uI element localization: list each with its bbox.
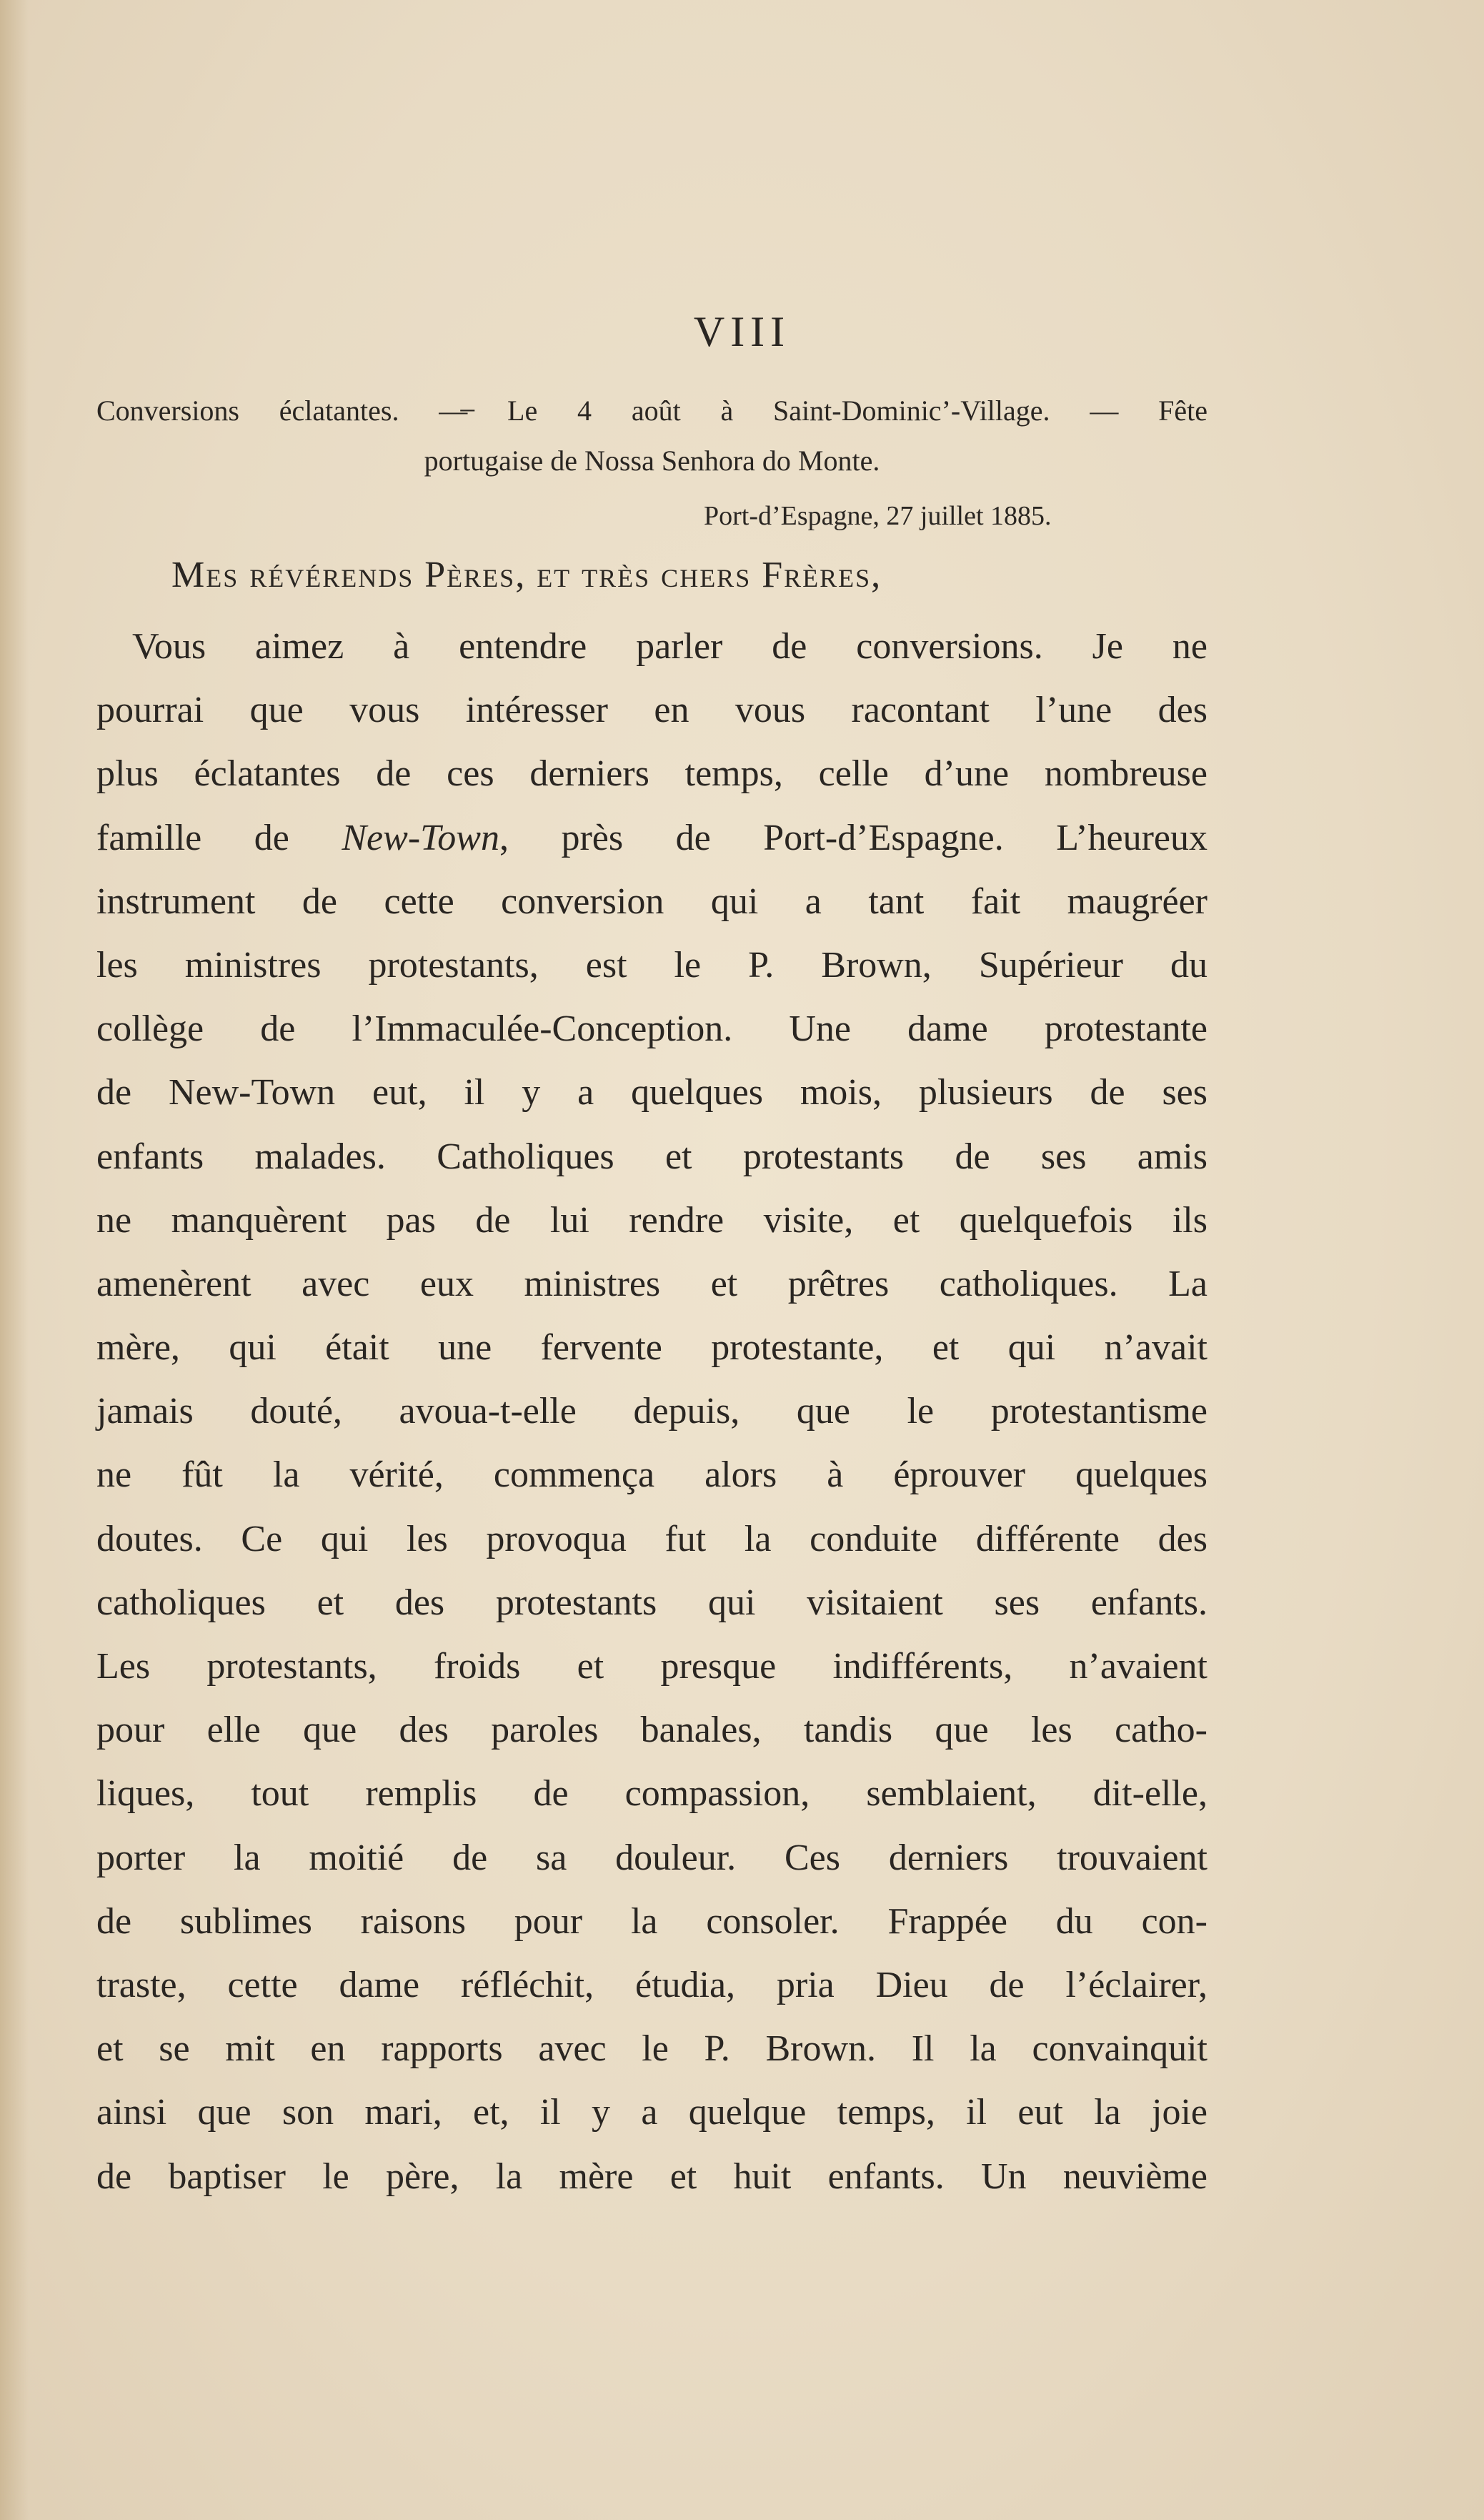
text-line: et se mit en rapports avec le P. Brown. Il la convainquit — [96, 2028, 1207, 2070]
chapter-summary — [96, 386, 1207, 486]
text-line: pourrai que vous intéresser en vous racontant l’une des — [96, 690, 1207, 731]
text-line: de sublimes raisons pour la consoler. Frappée du con- — [96, 1900, 1207, 1942]
text-line: enfants malades. Catholiques et protestants de ses amis — [96, 1136, 1207, 1177]
text-line: pour elle que des paroles banales, tandis que les catho- — [96, 1710, 1207, 1751]
chapter-number: VIII — [693, 308, 791, 355]
text-line: doutes. Ce qui les provoqua fut la conduite différente des — [96, 1518, 1207, 1559]
text-line: plus éclatantes de ces derniers temps, celle d’une nombreuse — [96, 753, 1207, 795]
text-line: instrument de cette conversion qui a tant fait maugréer — [96, 880, 1207, 922]
gutter-shadow — [0, 0, 29, 2520]
text-line: amenèrent avec eux ministres et prêtres catholiques. La — [96, 1263, 1207, 1304]
text-line: les ministres protestants, est le P. Brown, Supérieur du — [96, 944, 1207, 986]
body-text — [96, 615, 1207, 2208]
text-line: jamais douté, avoua-t-elle depuis, que le protestantisme — [96, 1391, 1207, 1432]
text-line: Les protestants, froids et presque indifférents, n’avaient — [96, 1646, 1207, 1687]
dateline: Port-d’Espagne, 27 juillet 1885. — [704, 501, 1052, 531]
text-line: mère, qui était une fervente protestante, et qui n’avait — [96, 1327, 1207, 1369]
text-line: traste, cette dame réfléchit, étudia, pria Dieu de l’éclairer, — [96, 1964, 1207, 2005]
salutation: Mes révérends Pères, et très chers Frères, — [171, 555, 882, 595]
italic-place-name: New-Town — [342, 817, 499, 858]
summary-line: portugaise de Nossa Senhora do Monte. — [424, 445, 880, 477]
text-line: ne manquèrent pas de lui rendre visite, et quelquefois ils — [96, 1199, 1207, 1241]
text-line: collège de l’Immaculée-Conception. Une dame protestante — [96, 1008, 1207, 1050]
summary-line: Conversions éclatantes. —̶ Le 4 août à Saint-Dominic’-Village. — Fête — [96, 395, 1207, 427]
text-line: ainsi que son mari, et, il y a quelque temps, il eut la joie — [96, 2092, 1207, 2133]
text-line: Vous aimez à entendre parler de conversions. Je ne — [132, 626, 1207, 667]
text-line: ne fût la vérité, commença alors à éprouver quelques — [96, 1454, 1207, 1496]
text-line: catholiques et des protestants qui visitaient ses enfants. — [96, 1582, 1207, 1623]
text-line: porter la moitié de sa douleur. Ces derniers trouvaient — [96, 1837, 1207, 1878]
text-line: famille de New-Town, près de Port-d’Espagne. L’heureux — [96, 817, 1207, 858]
text-line: de New-Town eut, il y a quelques mois, plusieurs de ses — [96, 1072, 1207, 1113]
text-line: liques, tout remplis de compassion, semblaient, dit-elle, — [96, 1773, 1207, 1815]
text-line: de baptiser le père, la mère et huit enfants. Un neuvième — [96, 2156, 1207, 2197]
